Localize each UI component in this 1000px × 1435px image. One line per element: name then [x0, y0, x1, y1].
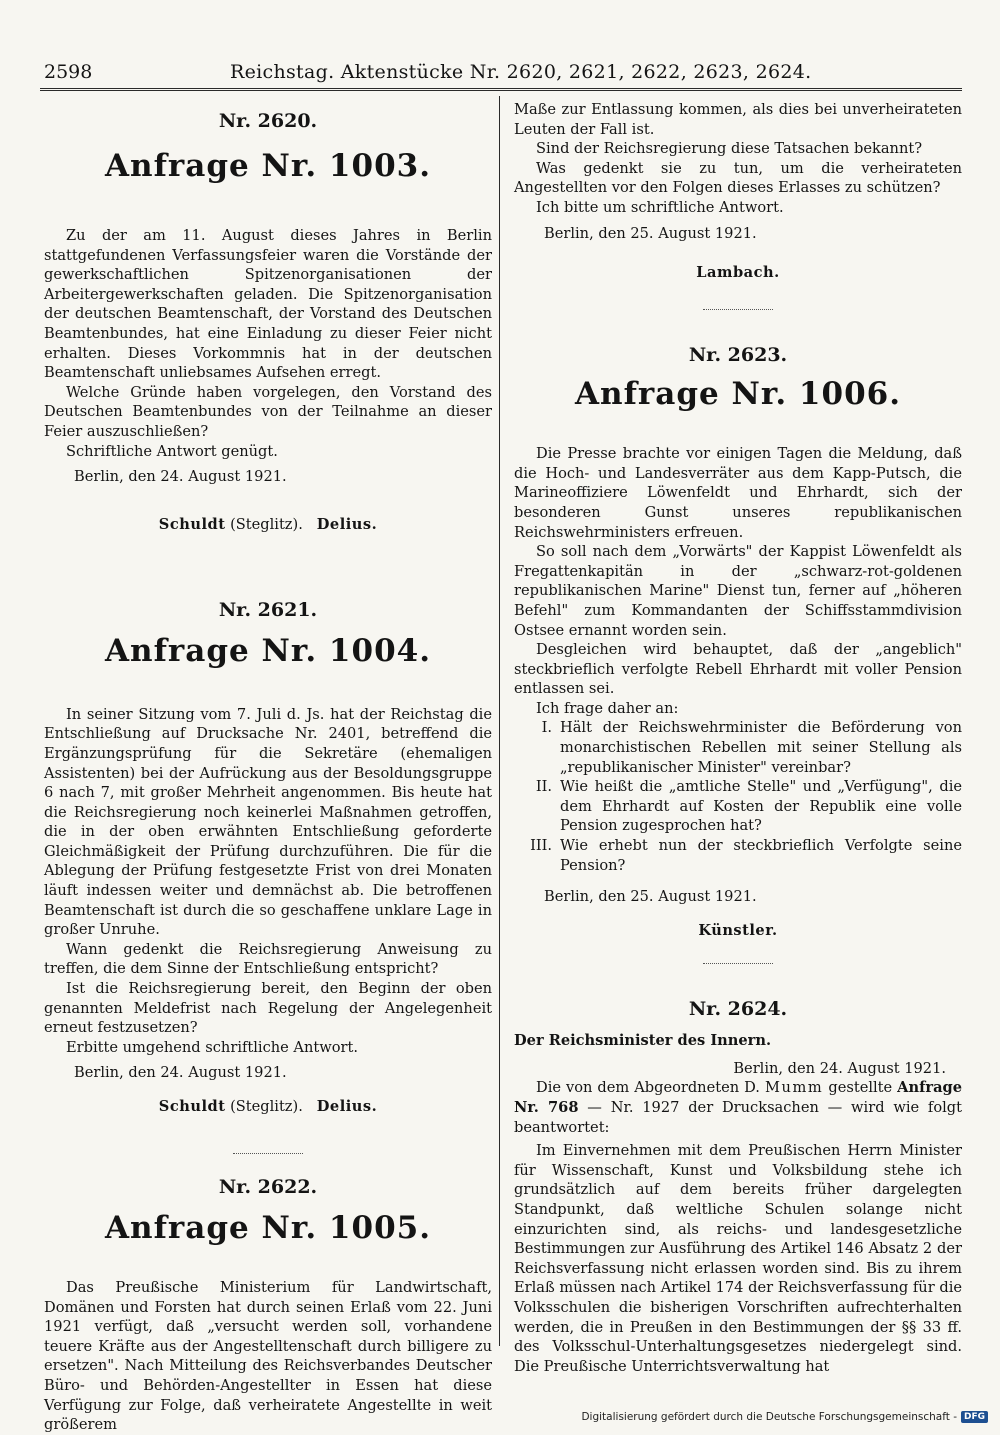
date-line: Berlin, den 25. August 1921. — [544, 888, 757, 906]
minister-heading: Der Reichsminister des Innern. — [514, 1031, 772, 1049]
paragraph: Erbitte umgehend schriftliche Antwort. — [66, 1038, 358, 1056]
question-list — [514, 718, 962, 875]
paragraph: Welche Gründe haben vorgelegen, den Vorstand des Deutschen Beamtenbundes von der Teilnahme an dieser Feier auszuschließen? — [44, 383, 492, 440]
paragraph: Zu der am 11. August dieses Jahres in Berlin stattgefundenen Verfassungsfeier waren die Vorstände der gewerkschaftlichen Spitzenorganisationen der Arbeitergewerkschaften geladen. Die Spitzenorganisation der deutschen Beamtenschaft, der Vorstand des Deutschen Beamtenbundes, hat eine Einladung zu dieser Feier nicht erhalten. Dieses Vorkommnis hat in der deutschen Beamtenschaft unliebsames Aufsehen erregt. — [44, 227, 492, 382]
deputy-name: Mumm — [764, 1079, 824, 1097]
aktenstueck-2624 — [514, 998, 962, 1377]
paragraph: Ist die Reichsregierung bereit, den Beginn der oben genannten Meldefrist nach Regelung der Angelegenheit erneut festzusetzen? — [44, 980, 492, 1037]
document-number: Nr. 2621. — [218, 598, 318, 621]
left-column — [44, 100, 492, 1435]
anfrage-title: Anfrage Nr. 1004. — [104, 632, 432, 669]
list-item — [514, 777, 962, 836]
signature-line — [44, 1097, 492, 1117]
text-run: — Nr. 1927 der Drucksachen — wird wie folgt beantwortet: — [514, 1099, 962, 1136]
signature-line — [514, 263, 962, 283]
list-item — [514, 718, 962, 777]
paragraph: Im Einvernehmen mit dem Preußischen Herrn Minister für Wissenschaft, Kunst und Volksbildung stehe ich grundsätzlich auf dem bereits früher dargelegten Standpunkt, daß weltliche Schulen solange nicht einzurichten sind, als reichs- und landesgesetzliche Bestimmungen zur Ausführung des Artikel 146 Absatz 2 der Reichsverfassung nicht erlassen worden sind. Bis zu ihrem Erlaß müssen nach Artikel 174 der Reichsverfassung für die Volksschulen die bisherigen Vorschriften aufrechterhalten werden, die in Preußen in den Bestimmungen der §§ 33 ff. des Volksschul-Unterhaltungsgesetzes niedergelegt sind. Die Preußische Unterrichtsverwaltung hat — [514, 1142, 962, 1375]
paragraph: Desgleichen wird behauptet, daß der „angeblich" steckbrieflich verfolgte Rebell Ehrhardt mit voller Pension entlassen sei. — [514, 641, 962, 698]
list-item-text: Wie erhebt nun der steckbrieflich Verfolgte seine Pension? — [560, 837, 962, 874]
paragraph: Ich bitte um schriftliche Antwort. — [536, 198, 784, 216]
paragraph: Sind der Reichsregierung diese Tatsachen bekannt? — [536, 140, 923, 158]
signature-line — [44, 515, 492, 535]
header-rule — [40, 88, 962, 91]
list-item-text: Hält der Reichswehrminister die Beförderung von monarchistischen Rebellen mit seiner Stellung als „republikanischer Minister" vereinbar? — [560, 719, 962, 776]
paragraph: So soll nach dem „Vorwärts" der Kappist Löwenfeldt als Fregattenkapitän in der „schwarz-rot-goldenen republikanischen Marine" Dienst tun, ferner auf „höheren Befehl" zum Kommandanten der Schiffsstammdivision Ostsee ernannt worden sein. — [514, 543, 962, 639]
signature-name: Künstler. — [698, 921, 778, 939]
paragraph: Wann gedenkt die Reichsregierung Anweisung zu treffen, die dem Sinne der Entschließung entspricht? — [44, 940, 492, 978]
section-separator — [703, 963, 773, 964]
signature-name: Lambach. — [696, 264, 780, 282]
date-line: Berlin, den 25. August 1921. — [544, 224, 757, 242]
anfrage-title: Anfrage Nr. 1006. — [574, 376, 902, 413]
text-run: gestellte — [828, 1079, 893, 1097]
paragraph — [514, 1078, 962, 1137]
page-number: 2598 — [44, 61, 93, 83]
document-number: Nr. 2624. — [688, 997, 788, 1020]
aktenstueck-2620 — [44, 110, 492, 535]
dfg-logo: DFG — [961, 1411, 988, 1423]
section-separator — [703, 309, 773, 310]
signature-name: Schuldt — [158, 515, 226, 533]
signature-place: (Steglitz). — [230, 1098, 303, 1115]
paragraph: Was gedenkt sie zu tun, um die verheirateten Angestellten vor den Folgen dieses Erlasses zu schützen? — [514, 159, 962, 197]
signature-name: Delius. — [316, 515, 378, 533]
paragraph: In seiner Sitzung vom 7. Juli d. Js. hat der Reichstag die Entschließung auf Drucksache Nr. 2401, betreffend die Ergänzungsprüfung für die Sekretäre (ehemaligen Assistenten) bei der Aufrückung aus der Besoldungsgruppe 6 nach 7, mit großer Mehrheit angenommen. Bis heute hat die Reichsregierung noch keinerlei Maßnahmen getroffen, die in der oben erwähnten Entschließung geforderte Gleichmäßigkeit der Prüfung durchzuführen. Die für die Ablegung der Prüfung festgesetzte Frist von drei Monaten läuft indessen weiter und demnächst ab. Die betroffenen Beamtenschaft ist durch die so geschaffene unklare Lage in großer Unruhe. — [44, 705, 492, 939]
document-number: Nr. 2623. — [688, 344, 788, 367]
list-item — [514, 836, 962, 875]
anfrage-reference: Anfrage Nr. 768 — [514, 1079, 963, 1116]
aktenstueck-2622-continued — [514, 100, 962, 283]
running-title: Reichstag. Aktenstücke Nr. 2620, 2621, 2622, 2623, 2624. — [230, 61, 812, 83]
list-item-number: III. — [530, 837, 552, 855]
paragraph: Die Presse brachte vor einigen Tagen die Meldung, daß die Hoch- und Landesverräter aus dem Kapp-Putsch, die Marineoffiziere Löwenfeldt und Ehrhardt, sich der besonderen Gunst unseres republikanischen Reichswehrministers erfreuen. — [514, 445, 962, 541]
footer-text: Digitalisierung gefördert durch die Deutsche Forschungsgemeinschaft - — [581, 1411, 957, 1423]
section-separator — [233, 1153, 303, 1154]
list-item-text: Wie heißt die „amtliche Stelle" und „Verfügung", die dem Ehrhardt auf Kosten der Republik eine volle Pension zugesprochen hat? — [560, 778, 962, 835]
aktenstueck-2623 — [514, 344, 962, 941]
digitization-footer — [581, 1411, 988, 1423]
right-column — [514, 100, 962, 1376]
column-divider — [499, 96, 500, 1346]
signature-line — [514, 921, 962, 941]
anfrage-title: Anfrage Nr. 1005. — [104, 1210, 432, 1246]
list-item-number: I. — [541, 719, 552, 737]
aktenstueck-2622 — [44, 1176, 492, 1435]
paragraph: Das Preußische Ministerium für Landwirtschaft, Domänen und Forsten hat durch seinen Erlaß vom 22. Juni 1921 verfügt, daß „versucht werden soll, vorhandene teuere Kräfte aus der Angestelltenschaft durch billigere zu ersetzen". Nach Mitteilung des Reichsverbandes Deutscher Büro- und Behörden-Angestellter in Essen hat diese Verfügung zur Folge, daß verheiratete Angestellte in weit größerem — [44, 1279, 492, 1434]
anfrage-title: Anfrage Nr. 1003. — [104, 148, 432, 184]
paragraph: Maße zur Entlassung kommen, als dies bei unverheirateten Leuten der Fall ist. — [514, 101, 962, 138]
signature-place: (Steglitz). — [230, 515, 303, 533]
paragraph: Schriftliche Antwort genügt. — [66, 442, 278, 460]
document-number: Nr. 2620. — [218, 110, 318, 132]
signature-name: Delius. — [316, 1098, 378, 1115]
date-line: Berlin, den 24. August 1921. — [733, 1059, 946, 1077]
text-run: Die von dem Abgeordneten D. — [536, 1079, 760, 1097]
date-line: Berlin, den 24. August 1921. — [74, 1064, 287, 1082]
running-head — [40, 58, 962, 86]
signature-name: Schuldt — [158, 1098, 226, 1115]
document-number: Nr. 2622. — [218, 1176, 318, 1198]
aktenstueck-2621 — [44, 599, 492, 1117]
list-item-number: II. — [535, 778, 552, 796]
date-line: Berlin, den 24. August 1921. — [74, 468, 287, 486]
paragraph: Ich frage daher an: — [536, 699, 679, 717]
